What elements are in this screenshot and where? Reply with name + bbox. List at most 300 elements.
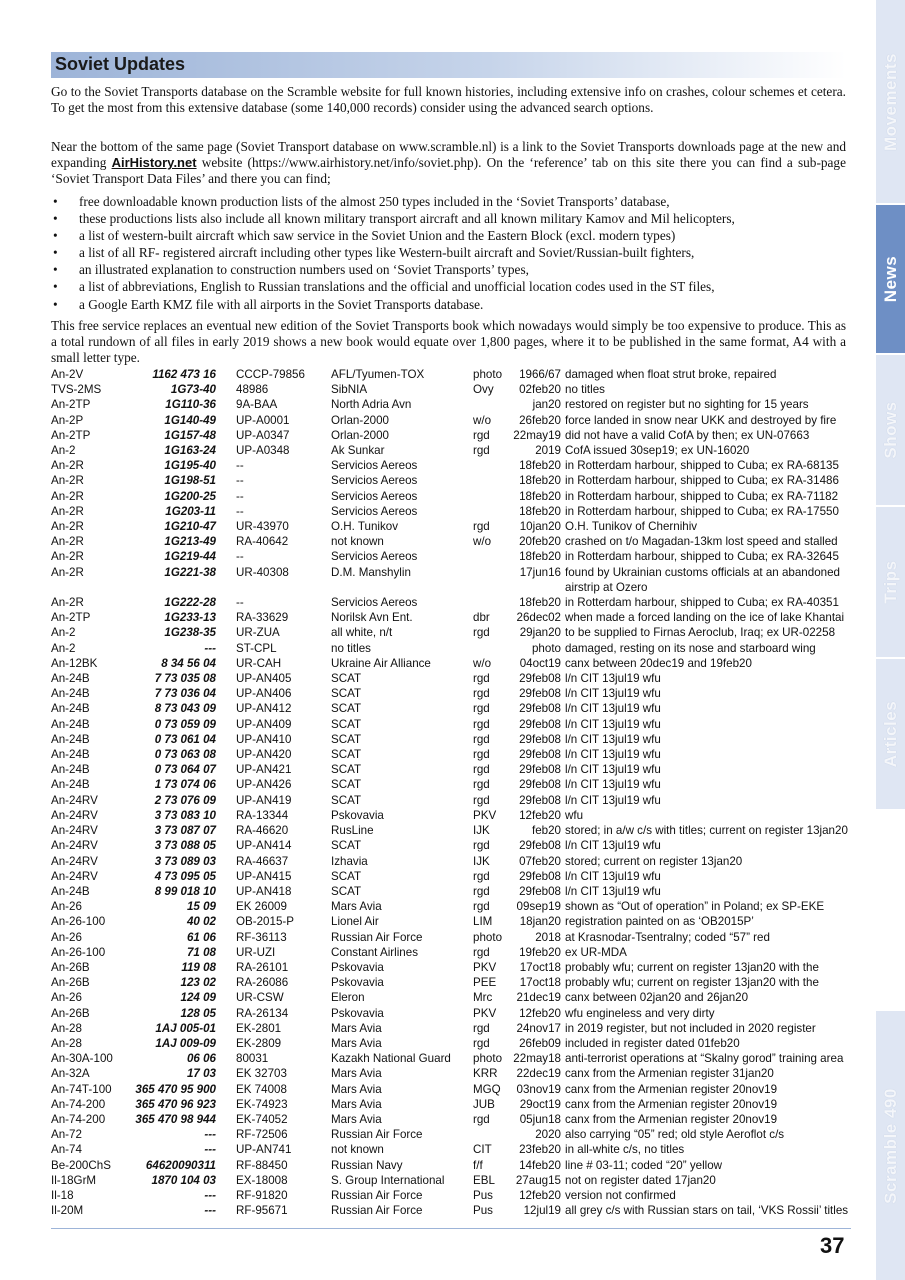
table-row <box>51 489 851 504</box>
date-cell: 2019 <box>535 444 561 458</box>
construction-number-cell: 3 73 083 10 <box>154 808 216 822</box>
aircraft-type-cell: An-2R <box>51 535 84 549</box>
sidebar-tab-label: News <box>880 255 900 303</box>
remarks-cell: canx from the Armenian register 20nov19 <box>565 1112 778 1126</box>
operator-cell: S. Group International <box>331 1173 445 1187</box>
date-cell: 27aug15 <box>515 1173 561 1187</box>
construction-number-cell: 1G157-48 <box>164 428 216 442</box>
construction-number-cell: 123 02 <box>180 976 216 990</box>
remarks-cell: in Rotterdam harbour, shipped to Cuba; ex RA-71182 <box>565 489 839 503</box>
construction-number-cell: 1G221-38 <box>164 565 216 579</box>
operator-cell: SCAT <box>331 778 362 792</box>
source-cell: rgd <box>473 945 490 959</box>
registration-cell: 9A-BAA <box>236 398 278 412</box>
source-cell: photo <box>473 1052 503 1066</box>
construction-number-cell: 365 470 95 900 <box>135 1082 216 1096</box>
source-cell: rgd <box>473 732 490 746</box>
source-cell: KRR <box>473 1067 498 1081</box>
list-item: • free downloadable known production lists of the almost 250 types included in the ‘Soviet Transports’ database, <box>51 193 846 210</box>
source-cell: rgd <box>473 687 490 701</box>
table-row <box>51 686 851 701</box>
registration-cell: UP-AN412 <box>236 702 292 716</box>
construction-number-cell: 128 05 <box>180 1006 216 1020</box>
construction-number-cell: --- <box>204 1188 216 1202</box>
remarks-cell: probably wfu; current on register 13jan20 with the <box>565 960 819 974</box>
operator-cell: Pskovavia <box>331 960 384 974</box>
source-cell: PKV <box>473 960 497 974</box>
aircraft-type-cell: An-2R <box>51 550 84 564</box>
date-cell: 12feb20 <box>519 808 561 822</box>
registration-cell: RA-26134 <box>236 1006 289 1020</box>
table-row <box>51 701 851 716</box>
list-item: • an illustrated explanation to construction numbers used on ‘Soviet Transports’ types, <box>51 261 846 278</box>
remarks-cell: in Rotterdam harbour, shipped to Cuba; ex RA-68135 <box>565 459 839 473</box>
footer-rule <box>51 1228 851 1229</box>
registration-cell: RF-91820 <box>236 1188 288 1202</box>
source-cell: rgd <box>473 869 490 883</box>
date-cell: jan20 <box>532 398 561 412</box>
page-number: 37 <box>820 1233 845 1258</box>
aircraft-type-cell: An-2 <box>51 641 76 655</box>
source-cell: PKV <box>473 808 497 822</box>
registration-cell: -- <box>236 504 244 518</box>
date-cell: 14feb20 <box>519 1158 561 1172</box>
source-cell <box>473 504 509 519</box>
aircraft-type-cell: An-2 <box>51 444 76 458</box>
aircraft-type-cell: An-2TP <box>51 428 91 442</box>
intro-paragraph-1: Go to the Soviet Transports database on the Scramble website for full known histories, including extensive info on crashes, colour schemes et cetera. To get the most from this extensive database (some 140,000 records) consider using the advanced search options. <box>51 84 846 116</box>
remarks-cell: damaged when float strut broke, repaired <box>565 368 777 381</box>
sidebar-tab-shows[interactable] <box>876 355 905 505</box>
aircraft-type-cell: An-24B <box>51 732 90 746</box>
construction-number-cell: 1G195-40 <box>164 459 216 473</box>
date-cell: 18feb20 <box>519 596 561 610</box>
aircraft-type-cell: An-2V <box>51 368 84 381</box>
registration-cell: EK 32703 <box>236 1067 287 1081</box>
table-row <box>51 732 851 747</box>
remarks-cell: all grey c/s with Russian stars on tail, ‘VKS Rossii’ titles <box>565 1204 849 1218</box>
construction-number-cell: 3 73 088 05 <box>154 839 216 853</box>
registration-cell: ST-CPL <box>236 641 277 655</box>
source-cell: rgd <box>473 748 490 762</box>
registration-cell: UR-UZI <box>236 945 276 959</box>
registration-cell: RA-46620 <box>236 824 289 838</box>
aircraft-type-cell: An-24RV <box>51 839 98 853</box>
source-cell <box>473 549 509 564</box>
date-cell: 20feb20 <box>519 535 561 549</box>
operator-cell: Mars Avia <box>331 1097 382 1111</box>
aircraft-type-cell: An-32A <box>51 1067 90 1081</box>
source-cell <box>473 473 509 488</box>
aircraft-type-cell: Il-18 <box>51 1188 74 1202</box>
table-row <box>51 519 851 534</box>
aircraft-type-cell: An-30A-100 <box>51 1052 113 1066</box>
table-row <box>51 504 851 519</box>
operator-cell: Lionel Air <box>331 915 379 929</box>
remarks-cell: l/n CIT 13jul19 wfu <box>565 839 661 853</box>
list-item: • these productions lists also include all known military transport aircraft and all known military Kamov and Mil helicopters, <box>51 210 846 227</box>
aircraft-type-cell: An-26 <box>51 900 82 914</box>
aircraft-type-cell: An-24RV <box>51 793 98 807</box>
operator-cell: RusLine <box>331 824 374 838</box>
table-row <box>51 793 851 808</box>
operator-cell: Russian Navy <box>331 1158 403 1172</box>
registration-cell: EK 74008 <box>236 1082 287 1096</box>
registration-cell: RA-33629 <box>236 611 289 625</box>
table-row <box>51 428 851 443</box>
aircraft-type-cell: TVS-2MS <box>51 383 102 397</box>
operator-cell: no titles <box>331 641 371 655</box>
source-cell: rgd <box>473 1021 490 1035</box>
construction-number-cell: 1G203-11 <box>165 504 216 518</box>
construction-number-cell: 06 06 <box>186 1052 216 1066</box>
operator-cell: Servicios Aereos <box>331 474 418 488</box>
intro-paragraph-2 <box>51 139 846 188</box>
remarks-cell: l/n CIT 13jul19 wfu <box>565 672 661 686</box>
remarks-cell: did not have a valid CofA by then; ex UN-07663 <box>565 428 810 442</box>
aircraft-type-cell: An-24B <box>51 687 90 701</box>
registration-cell: UP-AN426 <box>236 778 292 792</box>
remarks-cell: l/n CIT 13jul19 wfu <box>565 717 661 731</box>
date-cell: 17jun16 <box>519 565 561 579</box>
operator-cell: Mars Avia <box>331 900 382 914</box>
table-row <box>51 397 851 412</box>
aircraft-type-cell: An-2R <box>51 459 84 473</box>
date-cell: 07feb20 <box>519 854 561 868</box>
aircraft-type-cell: An-2R <box>51 596 84 610</box>
construction-number-cell: 0 73 064 07 <box>154 763 216 777</box>
source-cell <box>473 565 509 595</box>
remarks-cell: to be supplied to Firnas Aeroclub, Iraq; ex UR-02258 <box>565 626 836 640</box>
construction-number-cell: 2 73 076 09 <box>154 793 216 807</box>
remarks-cell: anti-terrorist operations at “Skalny gorod” training area <box>565 1052 844 1066</box>
table-row <box>51 595 851 610</box>
aircraft-type-cell: An-26B <box>51 976 90 990</box>
registration-cell: RA-26101 <box>236 960 289 974</box>
table-row <box>51 945 851 960</box>
table-row <box>51 1082 851 1097</box>
table-row <box>51 869 851 884</box>
registration-cell: UP-A0001 <box>236 413 290 427</box>
registration-cell: UR-40308 <box>236 565 289 579</box>
sidebar-tab-movements[interactable] <box>876 0 905 203</box>
table-row <box>51 777 851 792</box>
operator-cell: SCAT <box>331 763 362 777</box>
registration-cell: EX-18008 <box>236 1173 288 1187</box>
date-cell: 29feb08 <box>519 732 561 746</box>
operator-cell: SCAT <box>331 717 362 731</box>
construction-number-cell: 8 73 043 09 <box>154 702 216 716</box>
remarks-cell: wfu <box>565 808 584 822</box>
registration-cell: -- <box>236 596 244 610</box>
source-cell: w/o <box>473 535 492 549</box>
registration-cell: RF-95671 <box>236 1204 288 1218</box>
operator-cell: SCAT <box>331 687 362 701</box>
date-cell: 29feb08 <box>519 839 561 853</box>
operator-cell: Russian Air Force <box>331 1128 423 1142</box>
construction-number-cell: 1 73 074 06 <box>154 778 216 792</box>
table-row <box>51 1127 851 1142</box>
remarks-cell: l/n CIT 13jul19 wfu <box>565 748 661 762</box>
table-row <box>51 1142 851 1157</box>
table-row <box>51 914 851 929</box>
date-cell: 04oct19 <box>519 656 561 670</box>
operator-cell: Orlan-2000 <box>331 428 390 442</box>
source-cell <box>473 1127 509 1142</box>
source-cell: rgd <box>473 672 490 686</box>
construction-number-cell: 1AJ 009-09 <box>155 1036 216 1050</box>
source-cell <box>473 641 509 656</box>
aircraft-type-cell: An-26 <box>51 930 82 944</box>
aircraft-type-cell: An-2TP <box>51 611 91 625</box>
source-cell: Pus <box>473 1188 493 1202</box>
registration-cell: UP-AN418 <box>236 884 292 898</box>
construction-number-cell: 0 73 059 09 <box>154 717 216 731</box>
section-heading-bar <box>51 52 846 78</box>
aircraft-type-cell: An-2R <box>51 489 84 503</box>
source-cell: IJK <box>473 824 490 838</box>
construction-number-cell: 1162 473 16 <box>152 368 216 381</box>
aircraft-type-cell: An-2P <box>51 413 84 427</box>
remarks-cell: in Rotterdam harbour, shipped to Cuba; ex RA-17550 <box>565 504 839 518</box>
date-cell: feb20 <box>531 824 561 838</box>
construction-number-cell: 64620090311 <box>145 1158 216 1172</box>
construction-number-cell: 71 08 <box>186 945 216 959</box>
source-cell: rgd <box>473 717 490 731</box>
table-row <box>51 534 851 549</box>
soviet-updates-table <box>51 367 851 1218</box>
construction-number-cell: 1G140-49 <box>164 413 216 427</box>
operator-cell: SCAT <box>331 793 362 807</box>
construction-number-cell: --- <box>204 1143 216 1157</box>
source-cell: EBL <box>473 1173 495 1187</box>
registration-cell: -- <box>236 459 244 473</box>
source-cell: Pus <box>473 1204 493 1218</box>
registration-cell: UR-43970 <box>236 520 289 534</box>
sidebar-tab-articles[interactable] <box>876 659 905 809</box>
operator-cell: Mars Avia <box>331 1067 382 1081</box>
aircraft-type-cell: An-24B <box>51 748 90 762</box>
date-cell: 05jun18 <box>519 1112 561 1126</box>
source-cell: rgd <box>473 778 490 792</box>
remarks-cell: l/n CIT 13jul19 wfu <box>565 763 661 777</box>
construction-number-cell: 1G200-25 <box>164 489 216 503</box>
date-cell: 22dec19 <box>516 1067 561 1081</box>
date-cell: 09sep19 <box>516 900 561 914</box>
construction-number-cell: 1G163-24 <box>164 444 216 458</box>
registration-cell: EK-2809 <box>236 1036 282 1050</box>
date-cell: 29feb08 <box>519 748 561 762</box>
date-cell: 29feb08 <box>519 717 561 731</box>
sidebar-tab-label: Movements <box>880 52 900 151</box>
source-cell <box>473 595 509 610</box>
airhistory-link[interactable]: AirHistory.net <box>111 155 197 171</box>
remarks-cell: in Rotterdam harbour, shipped to Cuba; ex RA-31486 <box>565 474 839 488</box>
aircraft-type-cell: An-28 <box>51 1021 82 1035</box>
registration-cell: UR-ZUA <box>236 626 280 640</box>
aircraft-type-cell: An-2R <box>51 504 84 518</box>
source-cell: rgd <box>473 793 490 807</box>
source-cell: Mrc <box>473 991 493 1005</box>
operator-cell: Orlan-2000 <box>331 413 390 427</box>
date-cell: 29oct19 <box>519 1097 561 1111</box>
construction-number-cell: 1G219-44 <box>164 550 216 564</box>
remarks-cell: ex UR-MDA <box>565 945 627 959</box>
list-item: • a list of western-built aircraft which saw service in the Soviet Union and the Eastern Block (excl. modern types) <box>51 227 846 244</box>
table-row <box>51 717 851 732</box>
date-cell: 22may19 <box>513 428 561 442</box>
registration-cell: UR-CAH <box>236 656 282 670</box>
table-row <box>51 1188 851 1203</box>
table-row <box>51 458 851 473</box>
operator-cell: SCAT <box>331 702 362 716</box>
date-cell: 24nov17 <box>516 1021 561 1035</box>
operator-cell: Norilsk Avn Ent. <box>331 611 413 625</box>
aircraft-type-cell: An-26B <box>51 960 90 974</box>
sidebar-tab-trips[interactable] <box>876 507 905 657</box>
registration-cell: RF-88450 <box>236 1158 288 1172</box>
date-cell: 1966/67 <box>519 368 561 381</box>
table-row <box>51 413 851 428</box>
remarks-cell: l/n CIT 13jul19 wfu <box>565 732 661 746</box>
table-row <box>51 1051 851 1066</box>
source-cell: Ovy <box>473 383 494 397</box>
aircraft-type-cell: An-74-200 <box>51 1112 106 1126</box>
date-cell: 12feb20 <box>519 1006 561 1020</box>
construction-number-cell: --- <box>204 1128 216 1142</box>
registration-cell: UP-AN414 <box>236 839 292 853</box>
source-cell <box>473 458 509 473</box>
registration-cell: RA-40642 <box>236 535 289 549</box>
remarks-cell: in all-white c/s, no titles <box>565 1143 685 1157</box>
table-row <box>51 1173 851 1188</box>
operator-cell: AFL/Tyumen-TOX <box>331 368 425 381</box>
table-row <box>51 625 851 640</box>
date-cell: 2020 <box>535 1128 561 1142</box>
operator-cell: Servicios Aereos <box>331 596 418 610</box>
table-row <box>51 884 851 899</box>
date-cell: 18feb20 <box>519 550 561 564</box>
source-cell: w/o <box>473 656 492 670</box>
date-cell: 29feb08 <box>519 793 561 807</box>
table-row <box>51 1036 851 1051</box>
operator-cell: Pskovavia <box>331 1006 384 1020</box>
remarks-cell: in Rotterdam harbour, shipped to Cuba; ex RA-40351 <box>565 596 839 610</box>
sidebar-tab-news[interactable] <box>876 205 905 353</box>
table-row <box>51 960 851 975</box>
operator-cell: Eleron <box>331 991 365 1005</box>
operator-cell: D.M. Manshylin <box>331 565 411 579</box>
operator-cell: O.H. Tunikov <box>331 520 399 534</box>
construction-number-cell: 1G73-40 <box>170 383 216 397</box>
registration-cell: EK-2801 <box>236 1021 282 1035</box>
date-cell: 22may18 <box>513 1052 561 1066</box>
remarks-cell: when made a forced landing on the ice of lake Khantai <box>565 611 845 625</box>
remarks-cell: O.H. Tunikov of Chernihiv <box>565 520 698 534</box>
operator-cell: Mars Avia <box>331 1082 382 1096</box>
table-row <box>51 1158 851 1173</box>
remarks-cell: canx between 02jan20 and 26jan20 <box>565 991 749 1005</box>
remarks-cell: canx from the Armenian register 20nov19 <box>565 1097 778 1111</box>
remarks-cell: canx between 20dec19 and 19feb20 <box>565 656 752 670</box>
operator-cell: SCAT <box>331 748 362 762</box>
aircraft-type-cell: An-24B <box>51 672 90 686</box>
source-cell: IJK <box>473 854 490 868</box>
list-item: • a list of abbreviations, English to Russian translations and the official and unofficial location codes used in the ST files, <box>51 278 846 295</box>
date-cell: 29feb08 <box>519 763 561 777</box>
sidebar-tab-issue[interactable] <box>876 1011 905 1280</box>
operator-cell: Pskovavia <box>331 808 384 822</box>
remarks-cell: shown as “Out of operation” in Poland; ex SP-EKE <box>565 900 825 914</box>
operator-cell: Mars Avia <box>331 1021 382 1035</box>
aircraft-type-cell: An-26B <box>51 1006 90 1020</box>
date-cell: 17oct18 <box>519 960 561 974</box>
date-cell: 26feb09 <box>519 1036 561 1050</box>
source-cell: rgd <box>473 1112 490 1126</box>
table-row <box>51 367 851 382</box>
table-row <box>51 1097 851 1112</box>
intro-paragraph-2-end: website (https://www.airhistory.net/info/soviet.php). On the ‘reference’ tab on this site there you can find a sub-page ‘Soviet Transport Data Files’ and there you can find; <box>51 155 846 187</box>
construction-number-cell: --- <box>204 1204 216 1218</box>
construction-number-cell: 119 08 <box>181 960 216 974</box>
aircraft-type-cell: Il-20M <box>51 1204 84 1218</box>
construction-number-cell: 4 73 095 05 <box>154 869 216 883</box>
remarks-cell: no titles <box>565 383 605 397</box>
registration-cell: UP-A0347 <box>236 428 290 442</box>
registration-cell: EK 26009 <box>236 900 287 914</box>
remarks-cell: l/n CIT 13jul19 wfu <box>565 687 661 701</box>
remarks-cell: l/n CIT 13jul19 wfu <box>565 778 661 792</box>
aircraft-type-cell: An-26 <box>51 991 82 1005</box>
table-row <box>51 747 851 762</box>
source-cell: photo <box>473 368 503 381</box>
remarks-cell: CofA issued 30sep19; ex UN-16020 <box>565 444 750 458</box>
date-cell: 29feb08 <box>519 869 561 883</box>
table-row <box>51 975 851 990</box>
aircraft-type-cell: An-26-100 <box>51 945 106 959</box>
operator-cell: SCAT <box>331 732 362 746</box>
aircraft-type-cell: An-24RV <box>51 824 98 838</box>
registration-cell: UP-AN419 <box>236 793 292 807</box>
remarks-cell: probably wfu; current on register 13jan20 with the <box>565 976 819 990</box>
table-row <box>51 854 851 869</box>
registration-cell: RA-46637 <box>236 854 289 868</box>
construction-number-cell: 1G222-28 <box>164 596 216 610</box>
table-row <box>51 382 851 397</box>
registration-cell: UP-AN741 <box>236 1143 292 1157</box>
table-body <box>51 367 851 1218</box>
sidebar-tab-label: Shows <box>880 401 900 459</box>
table-row <box>51 990 851 1005</box>
date-cell: 03nov19 <box>516 1082 561 1096</box>
aircraft-type-cell: An-26-100 <box>51 915 106 929</box>
source-cell: rgd <box>473 900 490 914</box>
table-row <box>51 1006 851 1021</box>
registration-cell: 48986 <box>236 383 269 397</box>
source-cell <box>473 489 509 504</box>
construction-number-cell: 3 73 089 03 <box>154 854 216 868</box>
registration-cell: UP-AN420 <box>236 748 292 762</box>
construction-number-cell: 1AJ 005-01 <box>155 1021 216 1035</box>
construction-number-cell: 17 03 <box>186 1067 216 1081</box>
construction-number-cell: 7 73 036 04 <box>154 687 216 701</box>
date-cell: 29feb08 <box>519 884 561 898</box>
sidebar-tab-label: Articles <box>880 700 900 768</box>
remarks-cell: at Krasnodar-Tsentralny; coded “57” red <box>565 930 770 944</box>
date-cell: 12feb20 <box>519 1188 561 1202</box>
source-cell <box>473 397 509 412</box>
table-row <box>51 641 851 656</box>
